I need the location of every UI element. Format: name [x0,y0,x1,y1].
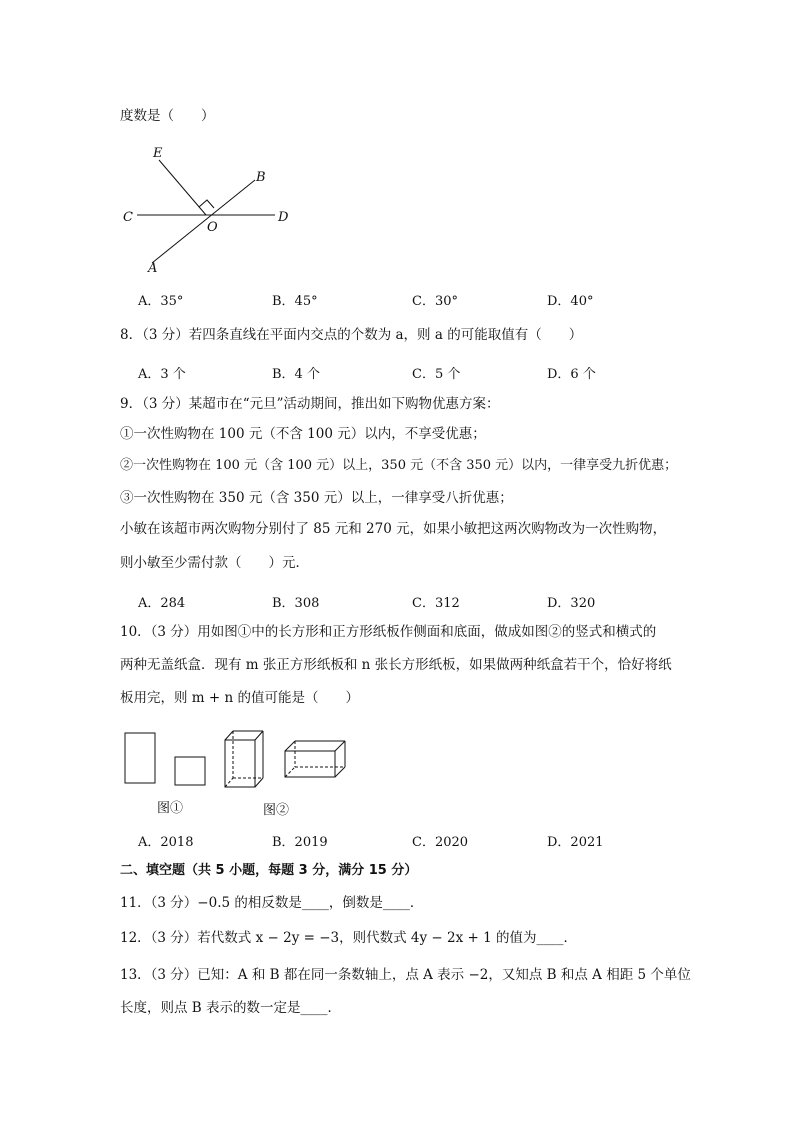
q10-stem-1: 10．（3 分）用如图①中的长方形和正方形纸板作侧面和底面，做成如图②的竖式和横式的 [120,624,657,640]
q10-stem-3: 板用完，则 m + n 的值可能是（ ） [120,690,359,706]
label-e: E [153,146,163,161]
q9-option-a: A．284 [138,596,186,611]
q10-option-d: D．2021 [547,835,604,850]
q10-options [138,831,658,851]
vertical-box [225,731,263,787]
square-board [175,757,205,785]
q10-option-a: A．2018 [138,835,194,850]
q8-option-a: A．3 个 [138,367,186,382]
label-a: A [148,261,158,276]
q7-stem-tail: 度数是（ ） [120,108,215,124]
q13-line-2: 长度，则点 B 表示的数一定是____． [120,1000,342,1016]
q9-body-2: 则小敏至少需付款（ ）元． [120,555,309,571]
fig2-caption: 图② [263,803,290,818]
label-o: O [207,220,218,235]
q13-line-1: 13．（3 分）已知：A 和 B 都在同一条数轴上，点 A 表示 −2，又知点 B 和点 A 相距 5 个单位 [120,967,691,983]
q10-option-c: C．2020 [412,835,469,850]
angle-figure [115,140,305,280]
q7-option-c: C．30° [412,294,458,309]
q9-body-1: 小敏在该超市两次购物分别付了 85 元和 270 元，如果小敏把这两次购物改为一次性购物， [120,521,667,537]
section-2-title: 二、填空题（共 5 小题，每题 3 分，满分 15 分） [120,863,418,878]
q8-stem: 8．（3 分）若四条直线在平面内交点的个数为 a，则 a 的可能取值有（ ） [120,327,583,343]
q11-text: 11．（3 分）−0.5 的相反数是____，倒数是____． [120,895,424,911]
rectangle-board [125,733,155,783]
q9-options [138,592,658,612]
q9-rule-2: ②一次性购物在 100 元（含 100 元）以上，350 元（不含 350 元）以内，一律享受九折优惠； [120,458,678,473]
label-b: B [256,170,266,185]
q7-option-a: A．35° [138,294,184,309]
q9-option-b: B．308 [272,596,320,611]
q8-option-d: D．6 个 [547,367,596,382]
q8-options [138,363,658,383]
q7-option-b: B．45° [272,294,318,309]
q7-options [138,290,658,310]
q8-option-b: B．4 个 [272,367,320,382]
q9-rule-1: ①一次性购物在 100 元（不含 100 元）以内，不享受优惠； [120,426,486,442]
q9-stem: 9．（3 分）某超市在“元旦”活动期间，推出如下购物优惠方案： [120,396,500,412]
horizontal-box [285,741,345,777]
box-figures [115,725,365,825]
fig1-caption: 图① [157,801,184,816]
q7-option-d: D．40° [547,294,594,309]
right-angle-mark [199,200,214,208]
q8-option-c: C．5 个 [412,367,461,382]
q9-rule-3: ③一次性购物在 350 元（含 350 元）以上，一律享受八折优惠； [120,490,513,506]
q10-stem-2: 两种无盖纸盒．现有 m 张正方形纸板和 n 张长方形纸板，如果做两种纸盒若干个，恰好将纸 [120,657,672,673]
q9-option-c: C．312 [412,596,460,611]
label-d: D [278,210,289,225]
line-ab [152,180,255,263]
q12-text: 12．（3 分）若代数式 x − 2y = −3，则代数式 4y − 2x + 1 的值为____． [120,930,577,946]
q9-option-d: D．320 [547,596,596,611]
label-c: C [123,210,133,225]
q10-option-b: B．2019 [272,835,328,850]
